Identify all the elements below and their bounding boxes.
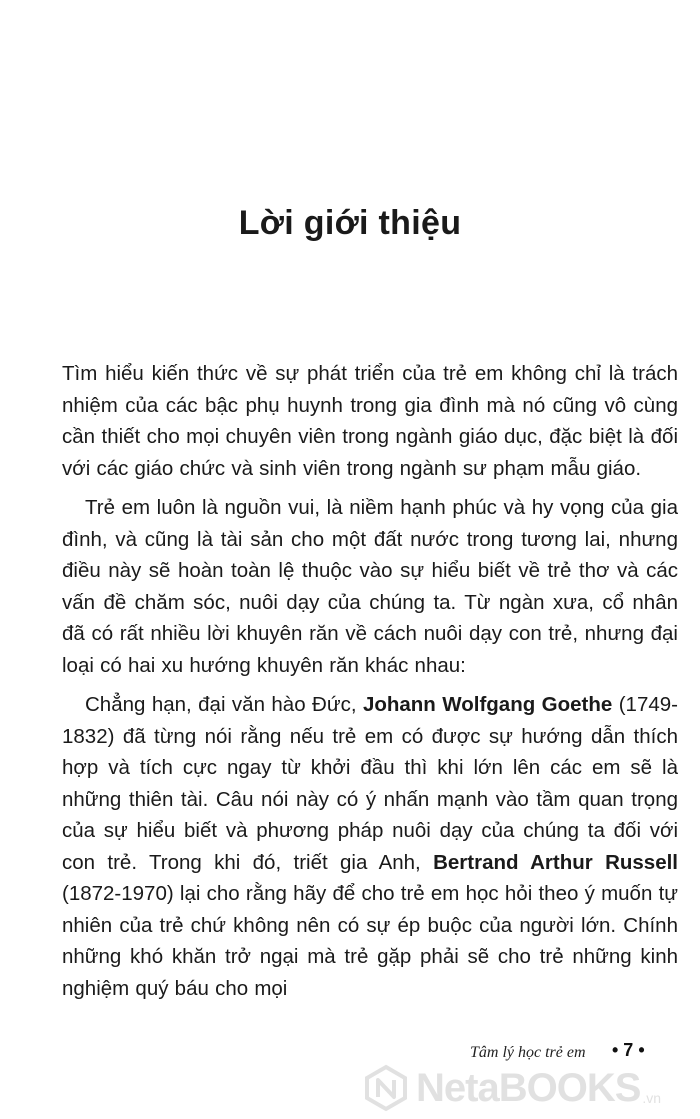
paragraph-children-value [62,492,678,681]
n-logo-icon [362,1064,410,1112]
body-text [62,358,678,1012]
watermark [362,1064,661,1112]
running-title: Tâm lý học trẻ em [470,1044,586,1061]
text-segment: Chẳng hạn, đại văn hào Đức, [85,693,363,716]
paragraph-intro [62,358,678,484]
text-segment: Trẻ em luôn là nguồn vui, là niềm hạnh phúc và hy vọng của gia đình, và cũng là tài sản cho một đất nước trong tương lai, nhưng điều này sẽ hoàn toàn lệ thuộc vào sự hiểu biết về trẻ thơ và các vấn đề chăm sóc, nuôi dạy của chúng ta. Từ ngàn xưa, cổ nhân đã có rất nhiều lời khuyên răn về cách nuôi dạy con trẻ, nhưng đại loại có hai xu hướng khuyên răn khác nhau: [62,496,678,677]
name-russell: Bertrand Arthur Russell [433,850,678,874]
text-segment: Tìm hiểu kiến thức về sự phát triển của trẻ em không chỉ là trách nhiệm của các bậc phụ huynh trong gia đình mà nó cũng vô cùng cần thiết cho mọi chuyên viên trong ngành giáo dục, đặc biệt là đối với các giáo chức và sinh viên trong ngành sư phạm mẫu giáo. [62,362,678,480]
watermark-text: NetaBOOKS [416,1065,641,1110]
text-segment: (1749-1832) đã từng nói rằng nếu trẻ em có được sự hướng dẫn thích hợp và tích cực ngay từ khởi đầu thì khi lớn lên các em sẽ là những thiên tài. Câu nói này có ý nhấn mạnh vào tầm quan trọng của sự hiểu biết và phương pháp nuôi dạy của chúng ta đối với con trẻ. Trong khi đó, triết gia Anh, [62,693,678,874]
paragraph-philosophers [62,689,678,1004]
page-number: • 7 • [612,1040,645,1060]
text-segment: (1872-1970) lại cho rằng hãy để cho trẻ em học hỏi theo ý muốn tự nhiên của trẻ chứ không nên có sự ép buộc của người lớn. Chính những khó khăn trở ngại mà trẻ gặp phải sẽ cho trẻ những kinh nghiệm quý báu cho mọi [62,882,678,1000]
name-goethe: Johann Wolfgang Goethe [362,693,613,716]
page-title: Lời giới thiệu [238,204,462,242]
watermark-suffix: .vn [642,1090,662,1106]
